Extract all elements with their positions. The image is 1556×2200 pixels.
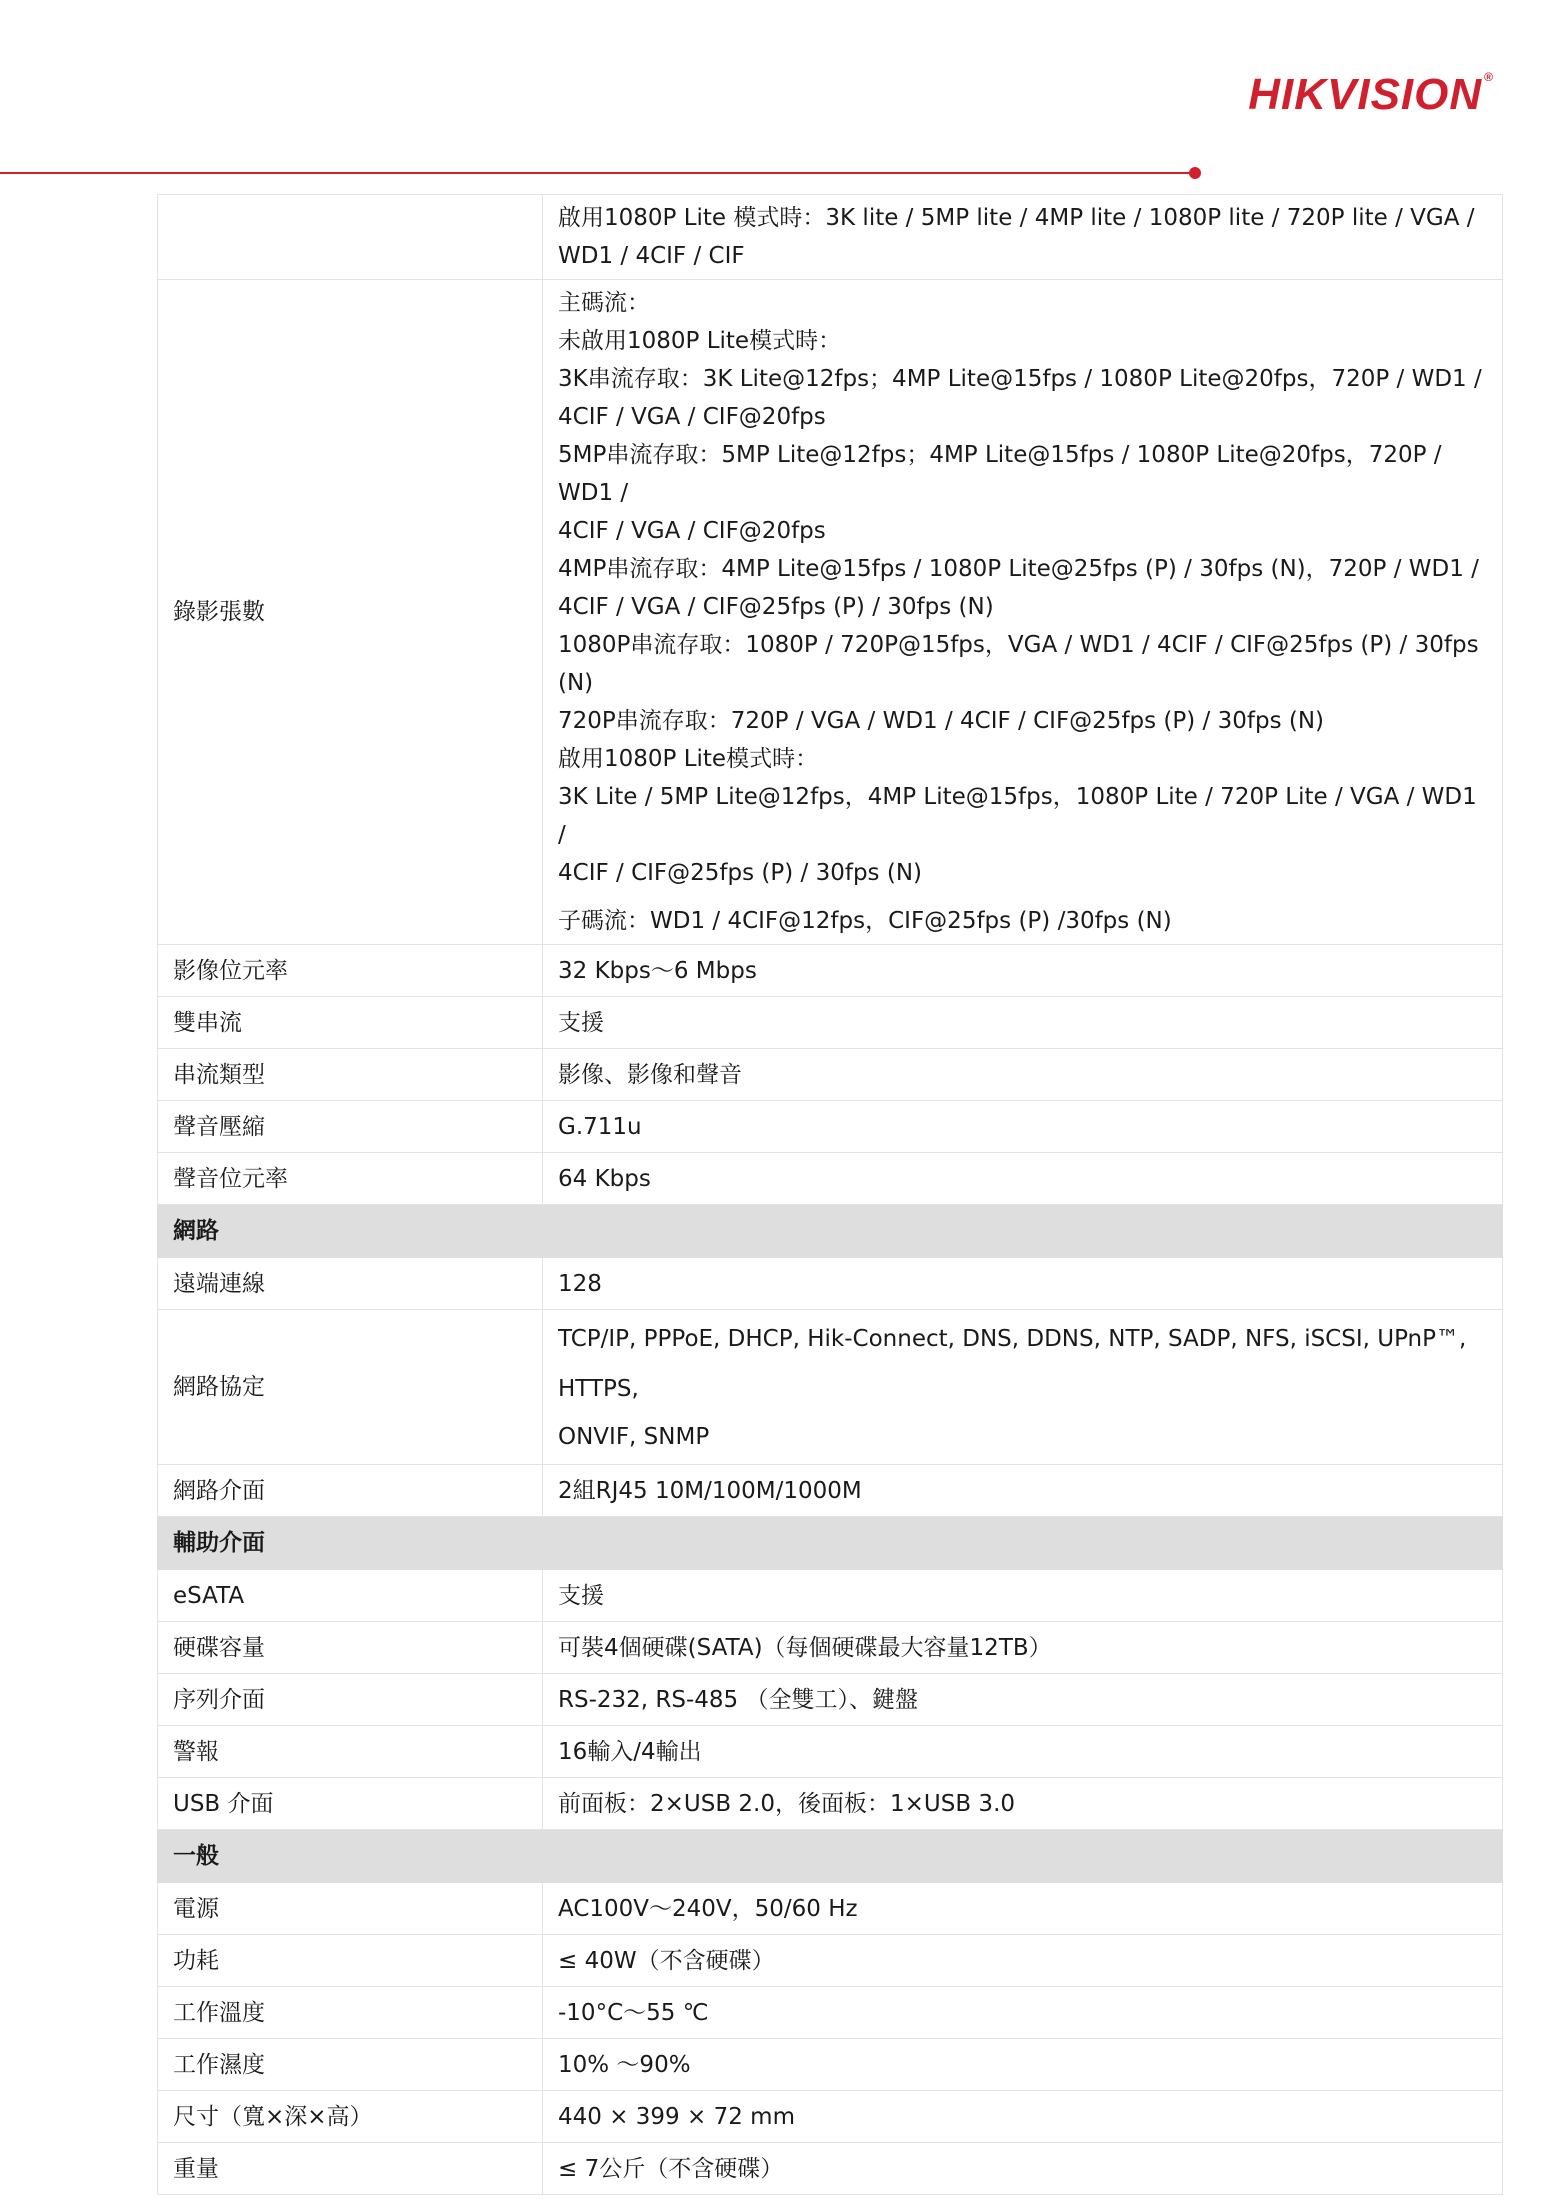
spec-label: 網路介面 [158,1465,543,1517]
spec-label: 硬碟容量 [158,1622,543,1674]
spec-label: 影像位元率 [158,945,543,997]
table-row [158,1049,1503,1101]
spec-label: 工作濕度 [158,2039,543,2091]
table-row [158,1726,1503,1778]
spec-value: 16輸入/4輸出 [543,1726,1503,1778]
table-row [158,1987,1503,2039]
header-divider-dot [1189,167,1201,179]
table-row [158,1570,1503,1622]
table-row [158,195,1503,280]
spec-value: 支援 [543,1570,1503,1622]
spec-value: 128 [543,1258,1503,1310]
spec-label: 電源 [158,1883,543,1935]
table-row [158,1883,1503,1935]
section-header-general [158,1830,1503,1883]
section-title: 輔助介面 [158,1517,543,1570]
spec-label: 重量 [158,2143,543,2195]
section-title: 一般 [158,1830,543,1883]
spec-value: RS-232, RS-485 （全雙工）、鍵盤 [543,1674,1503,1726]
hikvision-logo: HIKVISION ® [1248,70,1494,119]
spec-label: 序列介面 [158,1674,543,1726]
table-row [158,2091,1503,2143]
table-row [158,1935,1503,1987]
table-row [158,1778,1503,1830]
spec-label: USB 介面 [158,1778,543,1830]
spec-label: 雙串流 [158,997,543,1049]
table-row [158,2143,1503,2195]
spec-value: 前面板：2×USB 2.0，後面板：1×USB 3.0 [543,1778,1503,1830]
spec-value: -10°C～55 ℃ [543,1987,1503,2039]
table-row [158,997,1503,1049]
table-row [158,1101,1503,1153]
table-row [158,1310,1503,1465]
spec-label: 尺寸（寬×深×高） [158,2091,543,2143]
table-row [158,945,1503,997]
spec-label: 串流類型 [158,1049,543,1101]
spec-value: 啟用1080P Lite 模式時：3K lite / 5MP lite / 4MP lite / 1080P lite / 720P lite / VGA / WD1 / 4CIF / CIF [543,195,1503,280]
spec-value: 32 Kbps～6 Mbps [543,945,1503,997]
spec-label: 遠端連線 [158,1258,543,1310]
spec-value: ≤ 7公斤（不含硬碟） [543,2143,1503,2195]
spec-label: 聲音位元率 [158,1153,543,1205]
table-row [158,280,1503,945]
spec-label: 網路協定 [158,1310,543,1465]
spec-value: TCP/IP, PPPoE, DHCP, Hik-Connect, DNS, DDNS, NTP, SADP, NFS, iSCSI, UPnP™, HTTPS, ONVIF, SNMP [543,1310,1503,1465]
table-row [158,1465,1503,1517]
spec-label: 警報 [158,1726,543,1778]
section-header-aux [158,1517,1503,1570]
header-divider [0,172,1192,174]
spec-value: 2組RJ45 10M/100M/1000M [543,1465,1503,1517]
spec-value: 64 Kbps [543,1153,1503,1205]
spec-value: 10% ～90% [543,2039,1503,2091]
table-row [158,1153,1503,1205]
table-row [158,1258,1503,1310]
section-title: 網路 [158,1205,543,1258]
spec-value: 440 × 399 × 72 mm [543,2091,1503,2143]
table-row [158,1674,1503,1726]
spec-label [158,195,543,280]
spec-value: 主碼流： 未啟用1080P Lite模式時： 3K串流存取：3K Lite@12fps；4MP Lite@15fps / 1080P Lite@20fps，720P / WD1 / 4CIF / VGA / CIF@20fps 5MP串流存取：5MP Lite@12fps；4MP Lite@15fps / 1080P Lite@20fps，720P / WD1 / 4CIF / VGA / CIF@20fps 4MP串流存取：4MP Lite@15fps / 1080P Lite@25fps (P) / 30fps (N)，720P / WD1 / 4CIF / VGA / CIF@25fps (P) / 30fps (N) 1080P串流存取：1080P / 720P@15fps，VGA / WD1 / 4CIF / CIF@25fps (P) / 30fps (N) 720P串流存取：720P / VGA / WD1 / 4CIF / CIF@25fps (P) / 30fps (N) 啟用1080P Lite模式時： 3K Lite / 5MP Lite@12fps，4MP Lite@15fps，1080P Lite / 720P Lite / VGA / WD1 / 4CIF / CIF@25fps (P) / 30fps (N) 子碼流：WD1 / 4CIF@12fps，CIF@25fps (P) /30fps (N) [543,280,1503,945]
table-row [158,1622,1503,1674]
table-row [158,2039,1503,2091]
spec-label: 錄影張數 [158,280,543,945]
spec-value: 可裝4個硬碟(SATA)（每個硬碟最大容量12TB） [543,1622,1503,1674]
spec-value: ≤ 40W（不含硬碟） [543,1935,1503,1987]
spec-value: G.711u [543,1101,1503,1153]
spec-value: 影像、影像和聲音 [543,1049,1503,1101]
spec-label: eSATA [158,1570,543,1622]
spec-label: 工作溫度 [158,1987,543,2039]
spec-label: 功耗 [158,1935,543,1987]
section-header-network [158,1205,1503,1258]
spec-label: 聲音壓縮 [158,1101,543,1153]
spec-value: AC100V～240V，50/60 Hz [543,1883,1503,1935]
spec-value: 支援 [543,997,1503,1049]
spec-table [157,194,1503,2195]
